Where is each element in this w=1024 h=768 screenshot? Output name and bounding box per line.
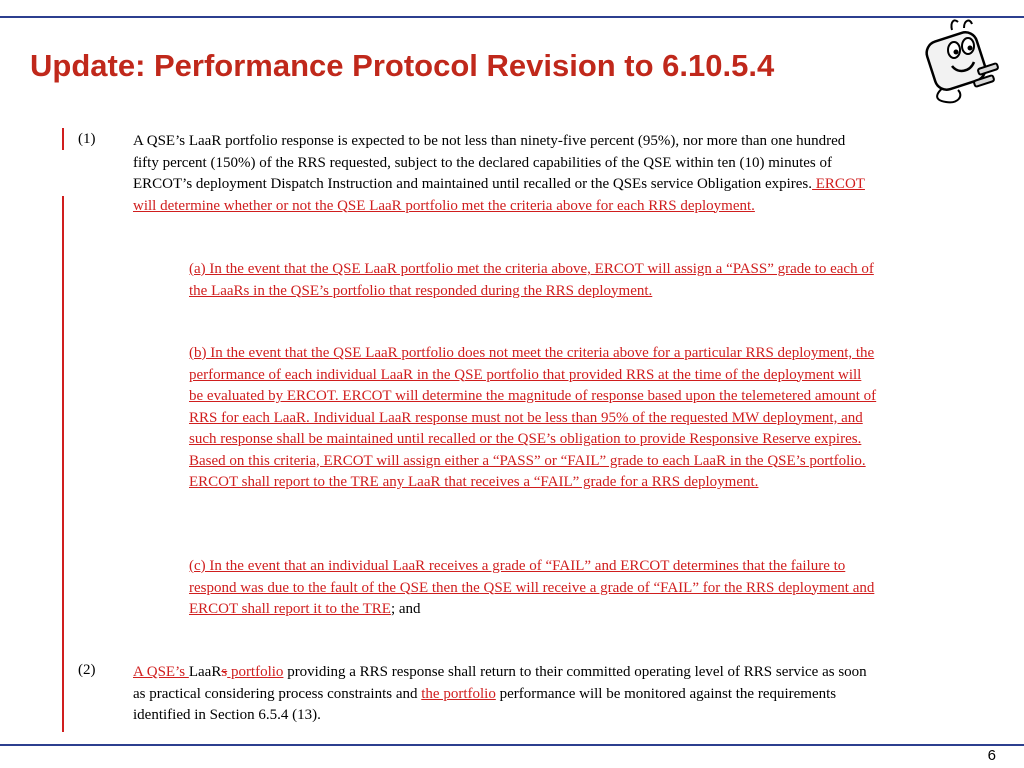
item-2-paragraph: [133, 662, 873, 727]
sub-item-b: (b) In the event that the QSE LaaR portfolio does not meet the criteria above for a particular RRS deployment, the performance of each individual LaaR in the QSE portfolio that provided RRS at the time of the deployment will be evaluated by ERCOT. ERCOT will determine the magnitude of response based upon the telemetered amount of RRS for each LaaR. Individual LaaR response must not be less than 95% of the requested MW deployment, and such response shall be maintained until recalled or the QSE’s obligation to provide Responsive Reserve expires. Based on this criteria, ERCOT will assign either a “PASS” or “FAIL” grade to each LaaR in the QSE’s portfolio. ERCOT shall report to the TRE any LaaR that receives a “FAIL” grade for a RRS deployment.: [189, 345, 877, 490]
bottom-rule: [0, 744, 1024, 746]
item-2-number: (2): [78, 662, 96, 678]
sub-item-c: [189, 556, 879, 621]
deleted-text: s: [221, 664, 228, 680]
electric-plug-mascot-icon: [918, 14, 1006, 106]
item-1-number: (1): [78, 131, 96, 147]
item-1-paragraph: [133, 131, 873, 217]
inserted-text: portfolio: [227, 664, 284, 680]
sub-item-c-text: ; and: [390, 601, 421, 617]
item-2-text: providing a RRS response shall return to their committed operating level of RRS service as soon as practical considering process constraints and: [133, 664, 867, 702]
top-rule: [0, 16, 1024, 18]
slide-title: Update: Performance Protocol Revision to 6.10.5.4: [30, 48, 775, 83]
item-2-text: LaaR: [188, 664, 222, 680]
item-2-text: performance will be monitored against the requirements identified in Section 6.5.4 (13).: [133, 685, 837, 723]
inserted-text: the portfolio: [421, 685, 496, 702]
item-1-inserted-text: ERCOT will determine whether or not the QSE LaaR portfolio met the criteria above for each RRS deployment.: [133, 176, 865, 214]
inserted-text: A QSE’s: [133, 664, 189, 680]
change-bar: [62, 196, 64, 732]
page-number: 6: [987, 747, 996, 764]
sub-item-a: (a) In the event that the QSE LaaR portfolio met the criteria above, ERCOT will assign a “PASS” grade to each of the LaaRs in the QSE’s portfolio that responded during the RRS deployment.: [189, 261, 874, 299]
change-bar: [62, 128, 64, 150]
sub-item-c-inserted-text: (c) In the event that an individual LaaR receives a grade of “FAIL” and ERCOT determines that the failure to respond was due to the fault of the QSE then the QSE will receive a grade of “FAIL” for the RRS deployment and ERCOT shall report it to the TRE: [189, 558, 875, 617]
item-1-text: A QSE’s LaaR portfolio response is expected to be not less than ninety-five percent (95%), nor more than one hundred fifty percent (150%) of the RRS requested, subject to the declared capabilities of the QSE within ten (10) minutes of ERCOT’s deployment Dispatch Instruction and maintained until recalled or the QSEs service Obligation expires.: [133, 133, 846, 192]
